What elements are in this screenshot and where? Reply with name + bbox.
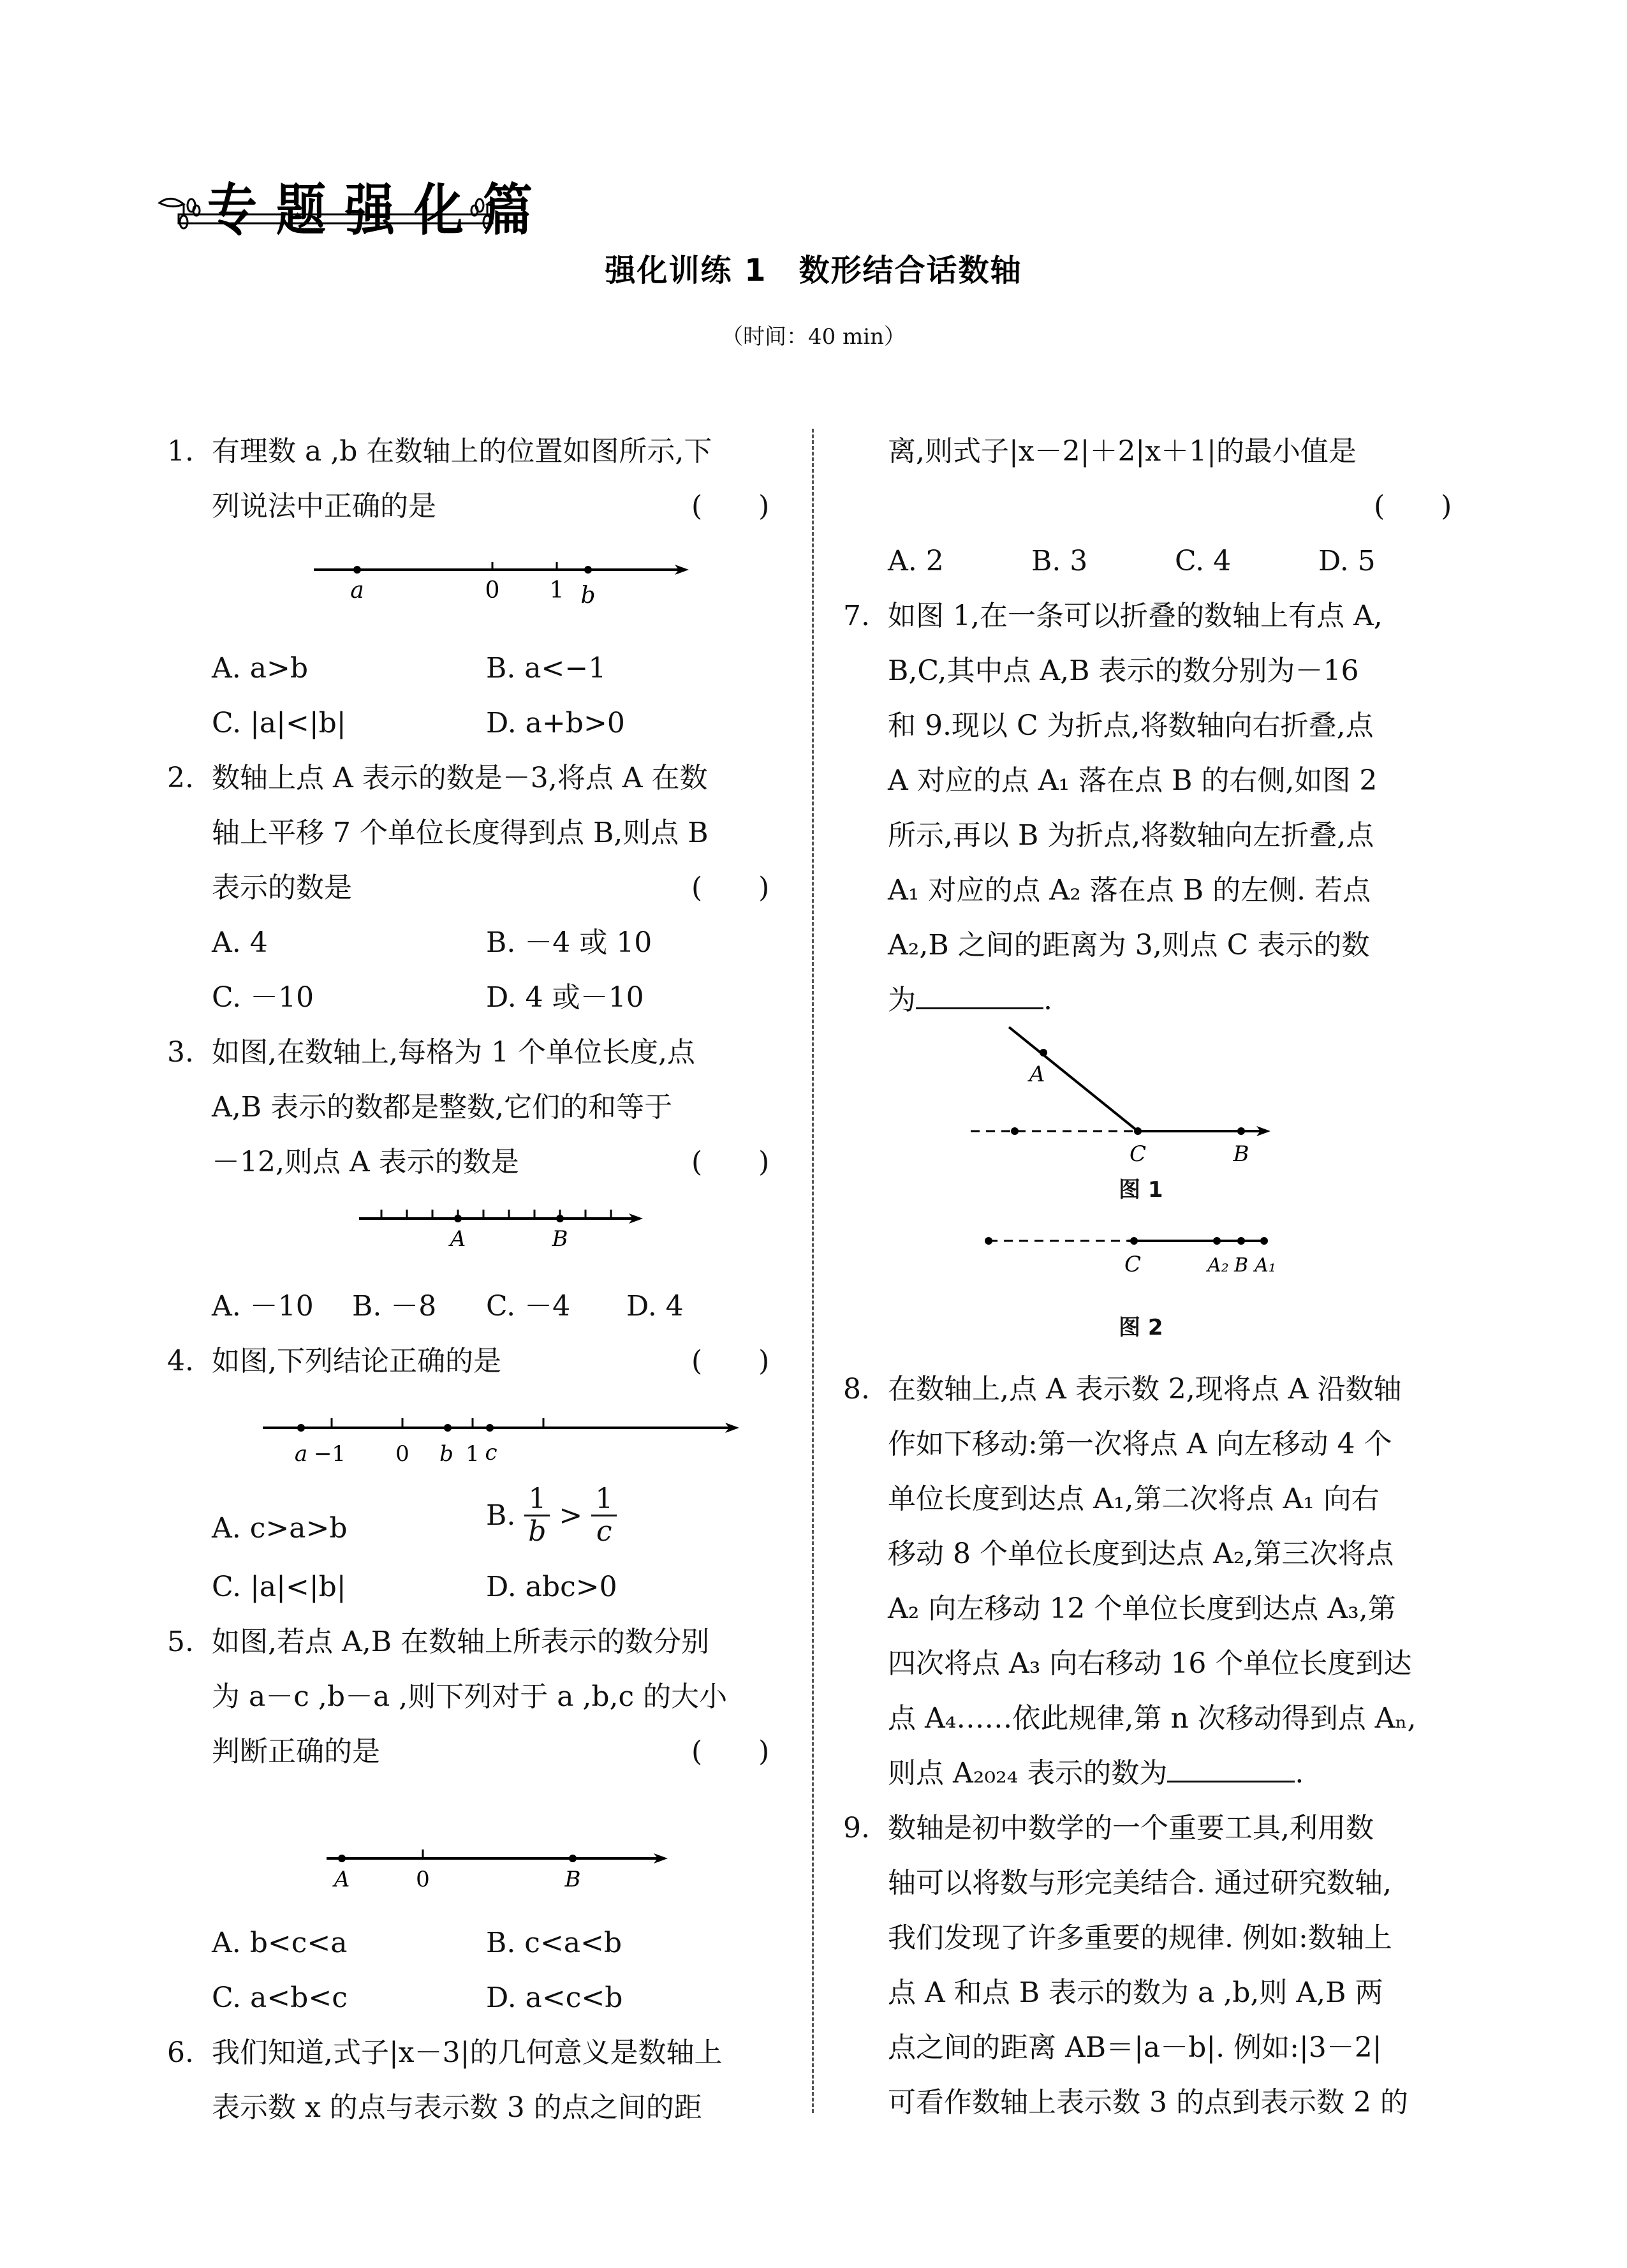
label-B: B [564,1867,581,1892]
time-note: （时间：40 min） [721,324,906,350]
question-text-line: －12,则点 A 表示的数是 [212,1146,519,1178]
page-title: 强化训练 1 数形结合话数轴 [605,253,1022,288]
point-A2 [1213,1237,1221,1245]
label-A1: A₁ [1255,1254,1276,1277]
option-c[interactable]: C. |a|<|b| [212,707,346,739]
question-text-line: A₂ 向左移动 12 个单位长度到达点 A₃,第 [888,1592,1396,1625]
point-B [556,1215,564,1222]
fraction-1-over-b [524,1484,550,1547]
option-a[interactable]: A. b<c<a [212,1927,348,1959]
point-A [1040,1049,1047,1056]
question-number: 9. [843,1812,870,1844]
question-text-line: 轴上平移 7 个单位长度得到点 B,则点 B [212,817,709,849]
label-b: b [439,1441,453,1464]
question-text-line: 在数轴上,点 A 表示数 2,现将点 A 沿数轴 [888,1373,1402,1405]
question-text-line: A₂,B 之间的距离为 3,则点 C 表示的数 [888,929,1370,961]
point-b [584,566,592,574]
label-B: B [1233,1141,1249,1167]
answer-paren: ( ) [691,1146,770,1178]
answer-paren: ( ) [691,1345,770,1377]
question-text-line: 我们发现了许多重要的规律. 例如:数轴上 [888,1922,1392,1954]
point-A [338,1855,346,1862]
option-d[interactable]: D. 4 或－10 [486,981,644,1014]
number-line-figure [356,1201,649,1252]
question-text-line: 可看作数轴上表示数 3 的点到表示数 2 的 [888,2086,1408,2119]
question-text-line: A,B 表示的数都是整数,它们的和等于 [212,1091,673,1123]
question-text-line: B,C,其中点 A,B 表示的数分别为－16 [888,655,1359,687]
point-C [1130,1237,1138,1245]
label-A: A [1029,1062,1045,1087]
question-text: 则点 A₂₀₂₄ 表示的数为 [888,1757,1168,1790]
question-text-line: 如图 1,在一条可以折叠的数轴上有点 A, [888,600,1383,632]
question-text-line: A₁ 对应的点 A₂ 落在点 B 的左侧. 若点 [888,874,1371,907]
question-text-line: 单位长度到达点 A₁,第二次将点 A₁ 向右 [888,1483,1380,1515]
label-B: B [1233,1254,1249,1277]
question-text-line: 轴可以将数与形完美结合. 通过研究数轴, [888,1867,1392,1899]
option-d[interactable]: D. a+b>0 [486,707,625,739]
label-A: A [334,1867,350,1892]
question-text-line: 则点 A₂₀₂₄ 表示的数为 . [888,1746,1304,1801]
number-line-figure [323,1841,681,1892]
option-a[interactable]: A. 4 [212,926,268,959]
option-c[interactable]: C. 4 [1175,545,1232,577]
option-d[interactable]: D. a<c<b [486,1982,623,2014]
folded-segment [1009,1027,1138,1131]
question-text-line: 列说法中正确的是 [212,490,436,523]
label-a: a [294,1441,308,1464]
denominator: b [528,1515,547,1548]
number-line-figure [307,552,690,609]
question-text-line: 作如下移动:第一次将点 A 向左移动 4 个 [888,1428,1392,1460]
question-text-line: 点 A 和点 B 表示的数为 a ,b,则 A,B 两 [888,1976,1383,2009]
question-text-line: 点之间的距离 AB＝|a－b|. 例如:|3－2| [888,2031,1382,2064]
point-B [569,1855,577,1862]
label-c: c [485,1440,497,1464]
option-d[interactable]: D. 4 [626,1290,684,1323]
folded-number-line-figure-2 [971,1228,1290,1298]
question-text-line: A 对应的点 A₁ 落在点 B 的右侧,如图 2 [888,764,1378,797]
question-text-line: 为 . [888,973,1052,1028]
option-a[interactable]: A. －10 [212,1290,314,1323]
answer-paren: ( ) [691,871,770,904]
question-number: 7. [843,600,870,632]
greater-than-sign: > [559,1499,583,1532]
label-C: C [1124,1252,1142,1277]
question-text-line: 移动 8 个单位长度到达点 A₂,第三次将点 [888,1538,1394,1570]
label-neg1: −1 [313,1441,346,1464]
original-point [1011,1127,1019,1135]
numerator: 1 [524,1484,550,1516]
question-text-line: 四次将点 A₃ 向右移动 16 个单位长度到达 [888,1647,1412,1680]
point-B [1237,1127,1245,1135]
number-line-figure [260,1407,757,1464]
point-a [297,1424,305,1432]
numerator: 1 [591,1484,617,1516]
figure-1-caption: 图 1 [1119,1177,1163,1203]
question-text-line: 表示的数是 [212,871,352,904]
question-text-line: 如图,若点 A,B 在数轴上所表示的数分别 [212,1626,710,1658]
label-C: C [1129,1141,1147,1167]
label-1: 1 [549,577,564,604]
question-text-line: 如图,在数轴上,每格为 1 个单位长度,点 [212,1036,695,1069]
label-a: a [350,577,364,604]
banner-title: 专题强化篇 [207,179,552,243]
question-number: 1. [167,435,194,468]
answer-paren: ( ) [1374,490,1452,523]
option-b[interactable]: B. a<−1 [486,652,607,685]
question-text-line: 离,则式子|x－2|＋2|x＋1|的最小值是 [888,435,1357,468]
option-d[interactable]: D. abc>0 [486,1571,617,1603]
question-text-line: 数轴上点 A 表示的数是－3,将点 A 在数 [212,762,708,794]
answer-blank[interactable] [916,975,1043,1009]
question-text-line: 为 a－c ,b－a ,则下列对于 a ,b,c 的大小 [212,1680,728,1713]
option-a[interactable]: A. 2 [888,545,944,577]
fraction-1-over-c [591,1484,617,1547]
option-b[interactable]: B. 3 [1031,545,1088,577]
option-c[interactable]: C. －4 [486,1290,571,1323]
option-c[interactable]: C. |a|<|b| [212,1571,346,1603]
option-b[interactable]: B. －8 [352,1290,437,1323]
question-number: 6. [167,2036,194,2069]
question-text-line: 和 9.现以 C 为折点,将数轴向右折叠,点 [888,709,1374,742]
answer-paren: ( ) [691,490,770,523]
question-number: 3. [167,1036,194,1069]
question-number: 2. [167,762,194,794]
question-text-line: 我们知道,式子|x－3|的几何意义是数轴上 [212,2036,723,2069]
original-point [985,1237,992,1245]
section-banner [147,153,552,249]
folded-number-line-figure-1 [971,1018,1290,1171]
option-b[interactable]: B. c<a<b [486,1927,622,1959]
point-C [1134,1127,1142,1135]
point-A1 [1260,1237,1268,1245]
denominator: c [596,1515,612,1548]
option-b[interactable] [486,1477,619,1553]
point-c [486,1424,494,1432]
question-text-line: 数轴是初中数学的一个重要工具,利用数 [888,1812,1374,1844]
question-text: 为 [888,984,916,1016]
point-a [353,566,361,574]
question-text-line: 如图,下列结论正确的是 [212,1345,501,1377]
label-0: 0 [485,577,500,604]
option-a[interactable]: A. a>b [212,652,309,685]
label-1: 1 [466,1441,480,1464]
figure-2-caption: 图 2 [1119,1315,1163,1340]
label-0: 0 [416,1867,430,1892]
point-b [444,1424,452,1432]
answer-blank[interactable] [1167,1749,1295,1783]
label-A: A [450,1226,466,1252]
answer-paren: ( ) [691,1735,770,1768]
column-divider [812,429,814,2113]
option-c[interactable]: C. －10 [212,981,314,1014]
question-text-line: 判断正确的是 [212,1735,380,1768]
question-text-line: 表示数 x 的点与表示数 3 的点之间的距 [212,2091,702,2124]
option-b[interactable]: B. －4 或 10 [486,926,652,959]
question-number: 4. [167,1345,194,1377]
question-number: 8. [843,1373,870,1405]
option-d[interactable]: D. 5 [1318,545,1376,577]
point-A [454,1215,462,1222]
label-b: b [580,582,596,609]
question-number: 5. [167,1626,194,1658]
option-b-prefix: B. [486,1499,516,1532]
question-text-line: 有理数 a ,b 在数轴上的位置如图所示,下 [212,435,712,468]
option-c[interactable]: C. a<b<c [212,1982,348,2014]
label-A2: A₂ [1207,1254,1229,1277]
point-B [1237,1237,1245,1245]
label-B: B [552,1226,568,1252]
question-text-line: 所示,再以 B 为折点,将数轴向左折叠,点 [888,819,1374,852]
label-0: 0 [395,1441,409,1464]
option-a[interactable]: A. c>a>b [212,1512,348,1545]
question-text-line: 点 A₄……依此规律,第 n 次移动得到点 Aₙ, [888,1702,1417,1735]
